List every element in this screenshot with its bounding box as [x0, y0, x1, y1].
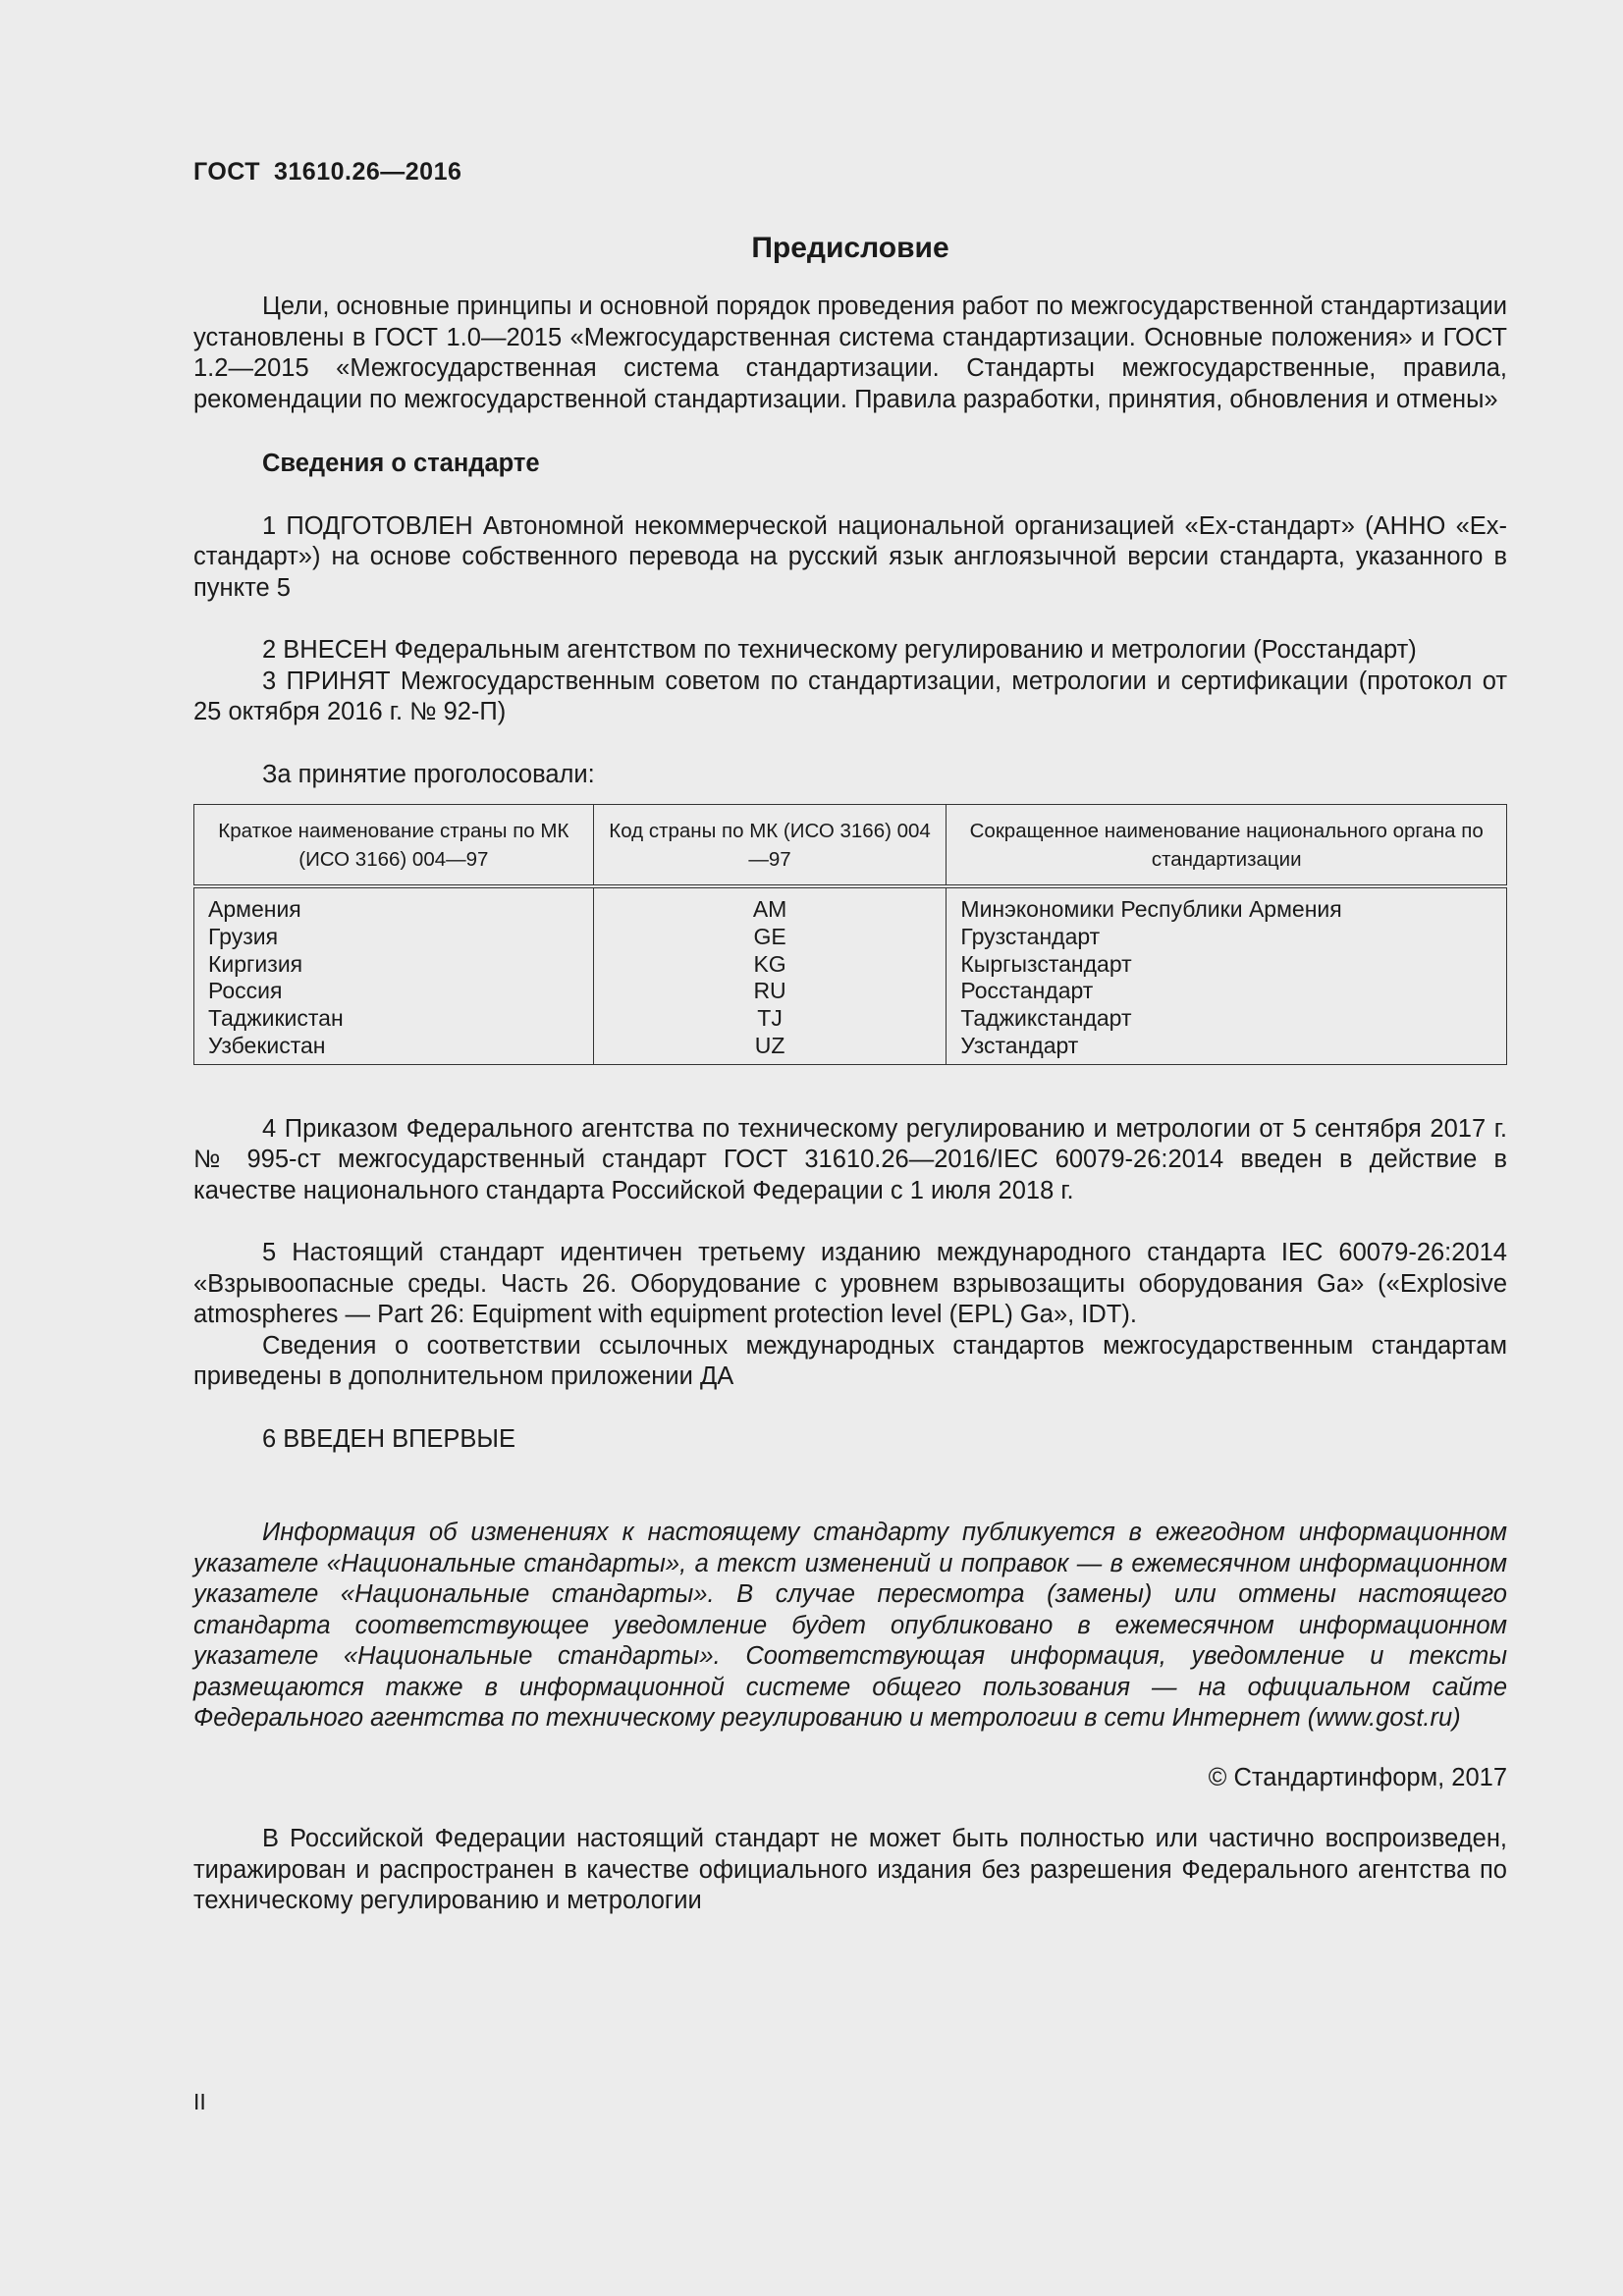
- section-heading: Сведения о стандарте: [262, 450, 540, 477]
- table-row: [194, 886, 1507, 924]
- table-header-row: [194, 805, 1507, 887]
- cell-body: Таджикстандарт: [947, 1005, 1507, 1033]
- cell-code: TJ: [593, 1005, 947, 1033]
- table-row: [194, 924, 1507, 951]
- gost-label: ГОСТ: [193, 158, 260, 186]
- page-title: Предисловие: [751, 232, 949, 264]
- cell-code: RU: [593, 978, 947, 1005]
- item-4-paragraph: 4 Приказом Федерального агентства по техническому регулированию и метрологии от 5 сентября 2017 г. № 995-ст межгосударственный стандарт ГОСТ 31610.26—2016/IEC 60079-26:2014 введен в действие в качестве национального стандарта Российской Федерации с 1 июля 2018 г.: [193, 1114, 1507, 1204]
- item-2-paragraph: 2 ВНЕСЕН Федеральным агентством по техническому регулированию и метрологии (Росстандарт): [262, 636, 1417, 664]
- cell-body: Кыргызстандарт: [947, 951, 1507, 979]
- item-1-paragraph: 1 ПОДГОТОВЛЕН Автономной некоммерческой национальной организацией «Ех-стандарт» (АННО «Ех-стандарт») на основе собственного перевода на русский язык англоязычной версии стандарта, указанного в пункте 5: [193, 511, 1507, 602]
- item-6-paragraph: 6 ВВЕДЕН ВПЕРВЫЕ: [262, 1424, 516, 1453]
- cell-body: Грузстандарт: [947, 924, 1507, 951]
- cell-country: Армения: [194, 886, 594, 924]
- votes-intro: За принятие проголосовали:: [262, 760, 595, 788]
- cell-code: AM: [593, 886, 947, 924]
- table-row: [194, 951, 1507, 979]
- item-5-paragraph: 5 Настоящий стандарт идентичен третьему изданию международного стандарта IEC 60079-26:2014 «Взрывоопасные среды. Часть 26. Оборудование с уровнем взрывозащиты оборудования Ga» («Explosive atmospheres — Part 26: Equipment with equipment protection level (EPL) Ga», IDT).: [193, 1239, 1507, 1329]
- cell-country: Таджикистан: [194, 1005, 594, 1033]
- cell-body: Узстандарт: [947, 1033, 1507, 1064]
- info-notice-block: [193, 1518, 1507, 1735]
- cell-country: Россия: [194, 978, 594, 1005]
- document-header: [193, 157, 1507, 206]
- header-country-code: Код страны по МК (ИСО 3166) 004—97: [593, 805, 947, 887]
- cell-code: UZ: [593, 1033, 947, 1064]
- cell-code: KG: [593, 951, 947, 979]
- header-country-name: Краткое наименование страны по МК (ИСО 3166) 004—97: [194, 805, 594, 887]
- header-national-body: Сокращенное наименование национального органа по стандартизации: [947, 805, 1507, 887]
- page-number: II: [193, 2089, 206, 2114]
- copyright: © Стандартинформ, 2017: [1208, 1763, 1507, 1791]
- cell-body: Минэкономики Республики Армения: [947, 886, 1507, 924]
- item-3-paragraph: 3 ПРИНЯТ Межгосударственным советом по стандартизации, метрологии и сертификации (протокол от 25 октября 2016 г. № 92-П): [193, 667, 1507, 725]
- gost-number: 31610.26—2016: [274, 158, 462, 186]
- reproduction-notice: В Российской Федерации настоящий стандарт не может быть полностью или частично воспроизведен, тиражирован и распространен в качестве официального издания без разрешения Федерального агентства по техническому регулированию и метрологии: [193, 1825, 1507, 1915]
- cell-code: GE: [593, 924, 947, 951]
- cell-body: Росстандарт: [947, 978, 1507, 1005]
- item-5-note: Сведения о соответствии ссылочных международных стандартов межгосударственным стандартам приведены в дополнительном приложении ДА: [193, 1331, 1507, 1391]
- cell-country: Киргизия: [194, 951, 594, 979]
- cell-country: Грузия: [194, 924, 594, 951]
- table-row: [194, 1005, 1507, 1033]
- cell-country: Узбекистан: [194, 1033, 594, 1064]
- table-row: [194, 1033, 1507, 1064]
- intro-paragraph: Цели, основные принципы и основной порядок проведения работ по межгосударственной стандартизации установлены в ГОСТ 1.0—2015 «Межгосударственная система стандартизации. Основные положения» и ГОСТ 1.2—2015 «Межгосударственная система стандартизации. Стандарты межгосударственные, правила, рекомендации по межгосударственной стандартизации. Правила разработки, принятия, обновления и отмены»: [193, 293, 1507, 413]
- votes-table: [193, 804, 1507, 1065]
- table-row: [194, 978, 1507, 1005]
- info-notice: Информация об изменениях к настоящему стандарту публикуется в ежегодном информационном указателе «Национальные стандарты», а текст изменений и поправок — в ежемесячном информационном указателе «Национальные стандарты». В случае пересмотра (замены) или отмены настоящего стандарта соответствующее уведомление будет опубликовано в ежемесячном информационном указателе «Национальные стандарты». Соответствующая информация, уведомление и тексты размещаются также в информационной системе общего пользования — на официальном сайте Федерального агентства по техническому регулированию и метрологии в сети Интернет (www.gost.ru): [193, 1519, 1507, 1733]
- page-content: [193, 157, 1507, 1917]
